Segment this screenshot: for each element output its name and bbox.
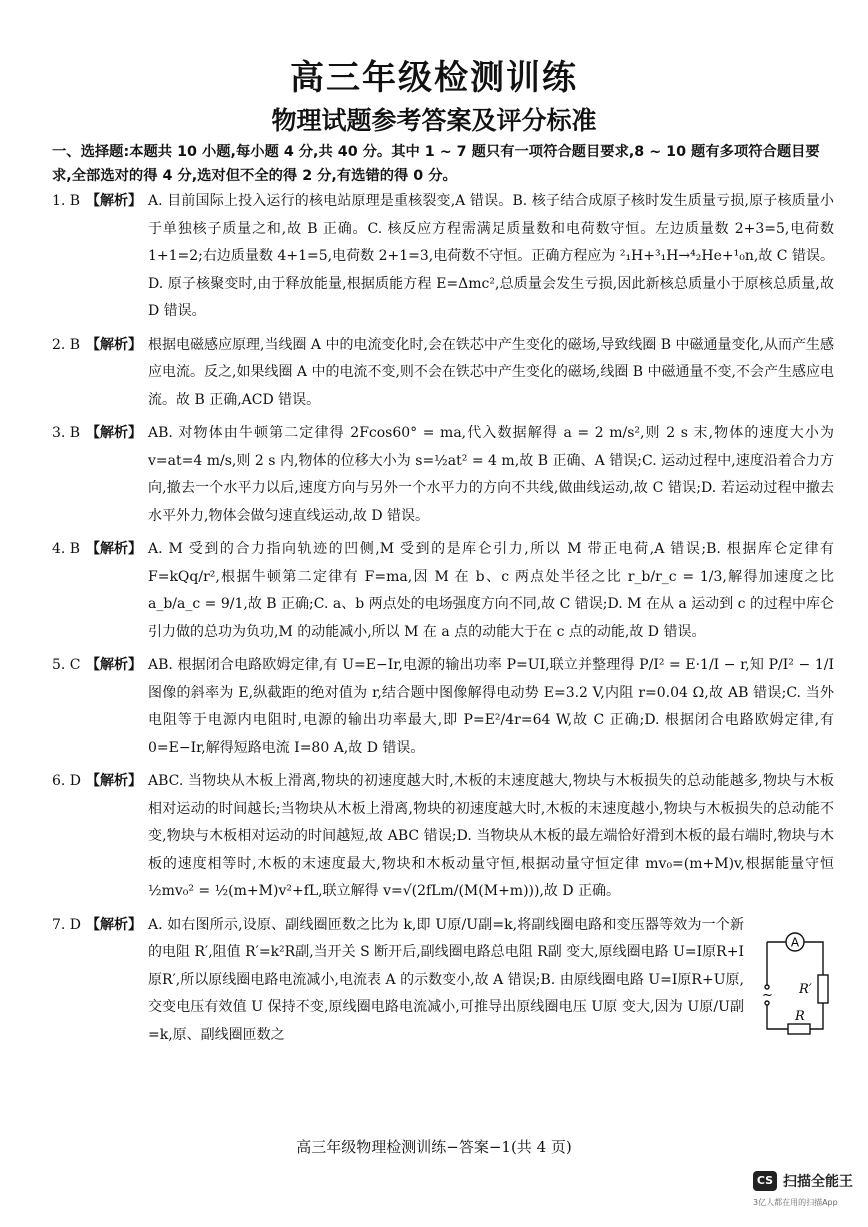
page-title: 高三年级检测训练	[290, 58, 578, 98]
page-subtitle: 物理试题参考答案及评分标准	[271, 106, 597, 135]
scanner-watermark	[753, 1170, 865, 1220]
answer-text: A. 目前国际上投入运行的核电站原理是重核裂变,A 错误。B. 核子结合成原子核时发生质量亏损,原子核质量小于单独核子质量之和,故 B 正确。C. 核反应方程需满足质量数和电荷数守恒。左边质量数 2+3=5,电荷数 1+1=2;右边质量数 4+1=5,电荷数 2+1=3,电荷数不守恒。正确方程应为 ²₁H+³₁H→⁴₂He+¹₀n,故 C 错误。D. 原子核聚变时,由于释放能量,根据质能方程 E=Δmc²,总质量会发生亏损,因此新核总质量小于原核总质量,故 D 错误。	[148, 193, 834, 319]
page-footer: 高三年级物理检测训练−答案−1(共 4 页)	[296, 1138, 572, 1156]
analysis-tag: 【解析】	[86, 657, 142, 673]
resistor-r-label: R	[795, 1009, 805, 1024]
section-header: 一、选择题:本题共 10 小题,每小题 4 分,共 40 分。其中 1 ~ 7 题只有一项符合题目要求,8 ~ 10 题有多项符合题目要求,全部选对的得 4 分,选对但不全的得 2 分,有选错的得 0 分。	[52, 144, 820, 184]
analysis-tag: 【解析】	[86, 336, 142, 353]
answer-item-3	[52, 420, 834, 530]
answer-text: AB. 根据闭合电路欧姆定律,有 U=E−Ir,电源的输出功率 P=UI,联立并整理得 P/I² = E·1/I − r,知 P/I² − 1/I 图像的斜率为 E,纵截距的绝对值为 r,结合题中图像解得电动势 E=3.2 V,内阻 r=0.04 Ω,故 AB 错误;C. 当外电阻等于电源内电阻时,电源的输出功率最大,即 P=E²/4r=64 W,故 C 正确;D. 根据闭合电路欧姆定律,有 0=E−Ir,解得短路电流 I=80 A,故 D 错误。	[148, 657, 834, 756]
answer-number: 4. B	[52, 541, 81, 557]
answer-number: 7. D	[52, 916, 82, 933]
answer-number: 3. B	[52, 425, 81, 441]
answer-text: A. 如右图所示,设原、副线圈匝数之比为 k,即 U原/U副=k,将副线圈电路和变压器等效为一个新的电阻 R′,阻值 R′=k²R副,当开关 S 断开后,副线圈电路总电阻 R副 变大,原线圈电路 U=I原R+I原R′,所以原线圈电路电流减小,电流表 A 的示数变小,故 A 错误;B. 由原线圈电路 U=I原R+U原,交变电压有效值 U 保持不变,原线圈电路电流减小,可推导出原线圈电压 U原 变大,因为 U原/U副=k,原、副线圈匝数之	[148, 916, 744, 1043]
answer-item-1	[52, 188, 834, 326]
analysis-tag: 【解析】	[86, 541, 142, 557]
analysis-tag: 【解析】	[86, 425, 142, 441]
ac-source-icon: ~	[762, 988, 773, 1003]
answer-list	[52, 188, 834, 1055]
answer-item-6	[52, 768, 834, 906]
answer-text: AB. 对物体由牛顿第二定律得 2Fcos60° = ma,代入数据解得 a = 2 m/s²,则 2 s 末,物体的速度大小为 v=at=4 m/s,则 2 s 内,物体的位移大小为 s=½at² = 4 m,故 B 正确、A 错误;C. 运动过程中,速度沿着合力方向,撤去一个水平力以后,速度方向与另外一个水平力的方向不共线,做曲线运动,故 C 错误;D. 若运动过程中撤去水平外力,物体会做匀速直线运动,故 D 错误。	[148, 425, 834, 524]
answer-number: 5. C	[52, 657, 81, 673]
camscanner-logo-icon: CS	[753, 1171, 777, 1191]
watermark-subtitle: 3亿人都在用的扫描App	[753, 1198, 838, 1207]
ammeter-label: A	[790, 935, 800, 950]
answer-item-7	[52, 912, 834, 1050]
answer-text: A. M 受到的合力指向轨迹的凹侧,M 受到的是库仑引力,所以 M 带正电荷,A 错误;B. 根据库仑定律有 F=kQq/r²,根据牛顿第二定律有 F=ma,因 M 在 b、c 两点处半径之比 r_b/r_c = 1/3,解得加速度之比 a_b/a_c = 9/1,故 B 正确;C. a、b 两点处的电场强度方向不同,故 C 错误;D. M 在从 a 运动到 c 的过程中库仑引力做的总功为负功,M 的动能减小,所以 M 在 a 点的动能大于在 c 点的动能,故 D 错误。	[148, 541, 834, 640]
answer-number: 6. D	[52, 773, 82, 789]
circuit-diagram	[755, 925, 835, 1045]
answer-number: 2. B	[52, 336, 81, 353]
resistor-r-prime	[818, 975, 828, 1003]
answer-item-4	[52, 536, 834, 646]
answer-item-2	[52, 332, 834, 415]
answer-text: ABC. 当物块从木板上滑离,物块的初速度越大时,木板的末速度越大,物块与木板损失的总动能越多,物块与木板相对运动的时间越长;当物块从木板上滑离,物块的初速度越大时,木板的末速度越小,物块与木板损失的总动能不变,物块与木板相对运动的时间越短,故 ABC 错误;D. 当物块从木板的最左端恰好滑到木板的最右端时,物块与木板的速度相等时,木板的末速度最大,物块和木板动量守恒,根据动量守恒定律 mv₀=(m+M)v,根据能量守恒 ½mv₀² = ½(m+M)v²+fL,联立解得 v=√(2fLm/(M(M+m))),故 D 正确。	[148, 773, 834, 899]
resistor-r-prime-label: R′	[799, 982, 812, 997]
answer-item-5	[52, 652, 834, 762]
answer-number: 1. B	[52, 193, 81, 209]
resistor-r	[788, 1024, 810, 1034]
answer-text: 根据电磁感应原理,当线圈 A 中的电流变化时,会在铁芯中产生变化的磁场,导致线圈 B 中磁通量变化,从而产生感应电流。反之,如果线圈 A 中的电流不变,则不会在铁芯中产生变化的磁场,线圈 B 中磁通量不变,不会产生感应电流。故 B 正确,ACD 错误。	[148, 336, 834, 408]
analysis-tag: 【解析】	[86, 916, 142, 933]
analysis-tag: 【解析】	[86, 773, 142, 789]
watermark-name: 扫描全能王	[783, 1174, 853, 1190]
analysis-tag: 【解析】	[86, 193, 142, 209]
